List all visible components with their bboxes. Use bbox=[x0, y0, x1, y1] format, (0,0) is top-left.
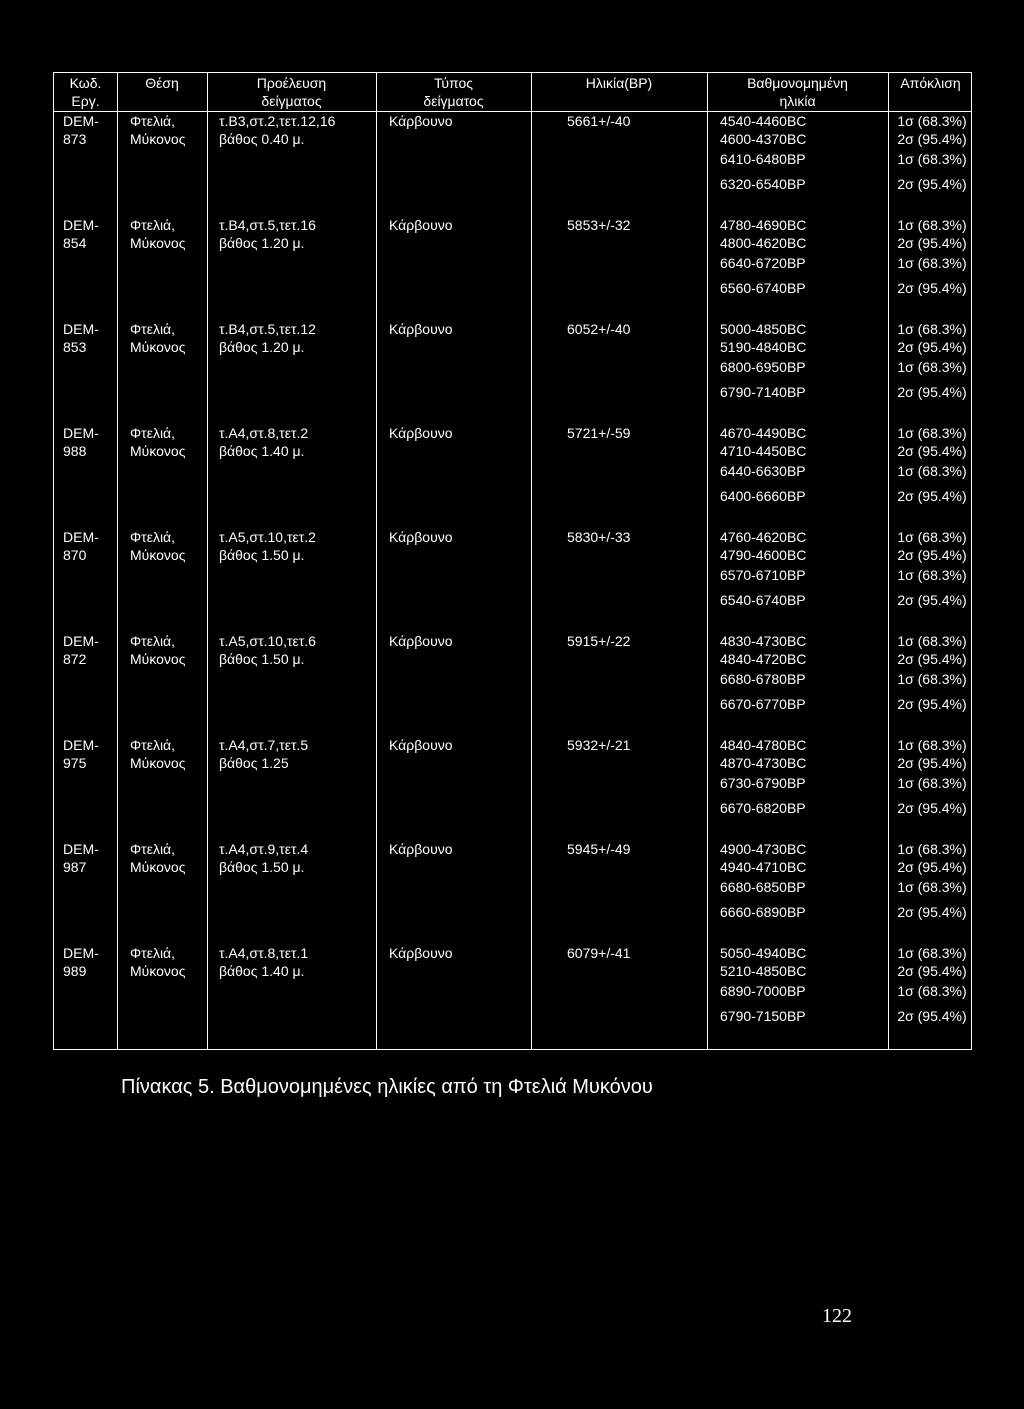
row-age: 5945+/-49 bbox=[567, 841, 631, 857]
row-code: 872 bbox=[63, 651, 87, 667]
row-type: Κάρβουνο bbox=[389, 841, 453, 857]
row-deviation: 2σ (95.4%) bbox=[897, 384, 967, 400]
row-site: Φτελιά, bbox=[130, 633, 176, 649]
row-type: Κάρβουνο bbox=[389, 321, 453, 337]
header-origin: Προέλευση bbox=[256, 75, 327, 91]
page-number: 122 bbox=[822, 1305, 852, 1327]
header-calibrated: ηλικία bbox=[779, 93, 816, 109]
row-origin: βάθος 1.25 bbox=[219, 755, 289, 771]
row-deviation: 1σ (68.3%) bbox=[897, 841, 967, 857]
row-age: 5830+/-33 bbox=[567, 529, 631, 545]
row-deviation: 1σ (68.3%) bbox=[897, 113, 967, 129]
row-type: Κάρβουνο bbox=[389, 113, 453, 129]
row-calibrated-age: 4830-4730BC bbox=[720, 633, 807, 649]
row-origin: τ.A4,στ.8,τετ.1 bbox=[219, 945, 309, 961]
row-deviation: 1σ (68.3%) bbox=[897, 463, 967, 479]
column-divider bbox=[207, 73, 208, 1049]
row-calibrated-age: 6320-6540BP bbox=[720, 176, 806, 192]
row-calibrated-age: 4540-4460BC bbox=[720, 113, 807, 129]
row-origin: τ.A5,στ.10,τετ.6 bbox=[219, 633, 316, 649]
header-code: Κωδ. bbox=[69, 75, 102, 91]
row-origin: τ.B4,στ.5,τετ.12 bbox=[219, 321, 316, 337]
row-deviation: 1σ (68.3%) bbox=[897, 359, 967, 375]
row-deviation: 1σ (68.3%) bbox=[897, 983, 967, 999]
row-site: Φτελιά, bbox=[130, 113, 176, 129]
row-type: Κάρβουνο bbox=[389, 945, 453, 961]
row-origin: βάθος 1.40 μ. bbox=[219, 963, 305, 979]
row-calibrated-age: 4710-4450BC bbox=[720, 443, 807, 459]
row-calibrated-age: 4840-4780BC bbox=[720, 737, 807, 753]
row-site: Μύκονος bbox=[130, 547, 186, 563]
row-deviation: 2σ (95.4%) bbox=[897, 696, 967, 712]
row-origin: τ.B3,στ.2,τετ.12,16 bbox=[219, 113, 336, 129]
row-deviation: 1σ (68.3%) bbox=[897, 671, 967, 687]
row-site: Φτελιά, bbox=[130, 217, 176, 233]
row-calibrated-age: 6680-6850BP bbox=[720, 879, 806, 895]
row-code: 975 bbox=[63, 755, 87, 771]
row-calibrated-age: 6540-6740BP bbox=[720, 592, 806, 608]
row-origin: τ.B4,στ.5,τετ.16 bbox=[219, 217, 316, 233]
row-calibrated-age: 4760-4620BC bbox=[720, 529, 807, 545]
row-deviation: 2σ (95.4%) bbox=[897, 800, 967, 816]
row-site: Φτελιά, bbox=[130, 529, 176, 545]
row-deviation: 1σ (68.3%) bbox=[897, 217, 967, 233]
row-deviation: 2σ (95.4%) bbox=[897, 176, 967, 192]
calibrated-ages-table bbox=[53, 72, 972, 1050]
row-calibrated-age: 6670-6820BP bbox=[720, 800, 806, 816]
row-code: 854 bbox=[63, 235, 87, 251]
column-divider bbox=[707, 73, 708, 1049]
header-type: Τύπος bbox=[434, 75, 473, 91]
row-site: Μύκονος bbox=[130, 339, 186, 355]
row-code: 987 bbox=[63, 859, 87, 875]
row-calibrated-age: 4670-4490BC bbox=[720, 425, 807, 441]
row-calibrated-age: 6790-7140BP bbox=[720, 384, 806, 400]
row-calibrated-age: 5210-4850BC bbox=[720, 963, 807, 979]
row-deviation: 2σ (95.4%) bbox=[897, 1008, 967, 1024]
row-type: Κάρβουνο bbox=[389, 737, 453, 753]
header-site: Θέση bbox=[145, 75, 179, 91]
row-code: DEM- bbox=[63, 113, 99, 129]
row-calibrated-age: 4790-4600BC bbox=[720, 547, 807, 563]
row-deviation: 1σ (68.3%) bbox=[897, 255, 967, 271]
row-calibrated-age: 4600-4370BC bbox=[720, 131, 807, 147]
header-age: Ηλικία(BP) bbox=[585, 75, 653, 91]
row-site: Φτελιά, bbox=[130, 945, 176, 961]
row-code: DEM- bbox=[63, 945, 99, 961]
row-deviation: 1σ (68.3%) bbox=[897, 425, 967, 441]
row-type: Κάρβουνο bbox=[389, 633, 453, 649]
row-age: 5721+/-59 bbox=[567, 425, 631, 441]
row-deviation: 2σ (95.4%) bbox=[897, 131, 967, 147]
header-origin: δείγματος bbox=[261, 93, 322, 109]
row-calibrated-age: 4840-4720BC bbox=[720, 651, 807, 667]
row-age: 5853+/-32 bbox=[567, 217, 631, 233]
row-code: DEM- bbox=[63, 737, 99, 753]
row-site: Μύκονος bbox=[130, 235, 186, 251]
row-code: DEM- bbox=[63, 841, 99, 857]
row-deviation: 2σ (95.4%) bbox=[897, 339, 967, 355]
row-code: 873 bbox=[63, 131, 87, 147]
row-type: Κάρβουνο bbox=[389, 425, 453, 441]
row-site: Μύκονος bbox=[130, 755, 186, 771]
row-site: Μύκονος bbox=[130, 443, 186, 459]
row-site: Φτελιά, bbox=[130, 321, 176, 337]
row-site: Φτελιά, bbox=[130, 737, 176, 753]
row-calibrated-age: 4900-4730BC bbox=[720, 841, 807, 857]
column-divider bbox=[117, 73, 118, 1049]
row-site: Μύκονος bbox=[130, 651, 186, 667]
row-deviation: 2σ (95.4%) bbox=[897, 443, 967, 459]
row-calibrated-age: 6890-7000BP bbox=[720, 983, 806, 999]
row-calibrated-age: 6680-6780BP bbox=[720, 671, 806, 687]
row-code: DEM- bbox=[63, 529, 99, 545]
row-deviation: 1σ (68.3%) bbox=[897, 529, 967, 545]
row-type: Κάρβουνο bbox=[389, 217, 453, 233]
row-calibrated-age: 5050-4940BC bbox=[720, 945, 807, 961]
row-calibrated-age: 4940-4710BC bbox=[720, 859, 807, 875]
row-code: 853 bbox=[63, 339, 87, 355]
row-origin: βάθος 1.50 μ. bbox=[219, 547, 305, 563]
header-code: Εργ. bbox=[71, 93, 100, 109]
row-deviation: 1σ (68.3%) bbox=[897, 879, 967, 895]
row-calibrated-age: 6640-6720BP bbox=[720, 255, 806, 271]
row-calibrated-age: 6800-6950BP bbox=[720, 359, 806, 375]
header-calibrated: Βαθμονομημένη bbox=[747, 75, 848, 91]
row-deviation: 2σ (95.4%) bbox=[897, 235, 967, 251]
row-deviation: 1σ (68.3%) bbox=[897, 151, 967, 167]
row-calibrated-age: 5000-4850BC bbox=[720, 321, 807, 337]
row-calibrated-age: 6730-6790BP bbox=[720, 775, 806, 791]
row-calibrated-age: 5190-4840BC bbox=[720, 339, 807, 355]
row-code: DEM- bbox=[63, 217, 99, 233]
row-deviation: 2σ (95.4%) bbox=[897, 280, 967, 296]
row-calibrated-age: 6660-6890BP bbox=[720, 904, 806, 920]
row-deviation: 1σ (68.3%) bbox=[897, 945, 967, 961]
row-deviation: 2σ (95.4%) bbox=[897, 488, 967, 504]
row-calibrated-age: 6410-6480BP bbox=[720, 151, 806, 167]
row-deviation: 1σ (68.3%) bbox=[897, 633, 967, 649]
row-calibrated-age: 6670-6770BP bbox=[720, 696, 806, 712]
row-origin: βάθος 1.50 μ. bbox=[219, 651, 305, 667]
row-deviation: 2σ (95.4%) bbox=[897, 859, 967, 875]
row-deviation: 2σ (95.4%) bbox=[897, 963, 967, 979]
row-deviation: 2σ (95.4%) bbox=[897, 904, 967, 920]
row-code: 870 bbox=[63, 547, 87, 563]
row-site: Μύκονος bbox=[130, 859, 186, 875]
row-origin: βάθος 0.40 μ. bbox=[219, 131, 305, 147]
row-calibrated-age: 6400-6660BP bbox=[720, 488, 806, 504]
row-origin: βάθος 1.40 μ. bbox=[219, 443, 305, 459]
row-deviation: 2σ (95.4%) bbox=[897, 651, 967, 667]
row-site: Φτελιά, bbox=[130, 841, 176, 857]
row-calibrated-age: 6440-6630BP bbox=[720, 463, 806, 479]
column-divider bbox=[531, 73, 532, 1049]
row-deviation: 1σ (68.3%) bbox=[897, 321, 967, 337]
row-deviation: 1σ (68.3%) bbox=[897, 775, 967, 791]
row-origin: βάθος 1.20 μ. bbox=[219, 235, 305, 251]
header-deviation: Απόκλιση bbox=[900, 75, 961, 91]
row-deviation: 2σ (95.4%) bbox=[897, 592, 967, 608]
row-calibrated-age: 6790-7150BP bbox=[720, 1008, 806, 1024]
row-type: Κάρβουνο bbox=[389, 529, 453, 545]
table-caption: Πίνακας 5. Βαθμονομημένες ηλικίες από τη Φτελιά Μυκόνου bbox=[121, 1076, 653, 1098]
row-deviation: 1σ (68.3%) bbox=[897, 737, 967, 753]
row-age: 5661+/-40 bbox=[567, 113, 631, 129]
header-type: δείγματος bbox=[423, 93, 484, 109]
row-age: 5915+/-22 bbox=[567, 633, 631, 649]
row-code: DEM- bbox=[63, 425, 99, 441]
row-calibrated-age: 4780-4690BC bbox=[720, 217, 807, 233]
row-site: Φτελιά, bbox=[130, 425, 176, 441]
header-divider bbox=[54, 111, 971, 112]
row-deviation: 2σ (95.4%) bbox=[897, 755, 967, 771]
row-calibrated-age: 4870-4730BC bbox=[720, 755, 807, 771]
row-site: Μύκονος bbox=[130, 963, 186, 979]
row-code: DEM- bbox=[63, 633, 99, 649]
row-age: 6052+/-40 bbox=[567, 321, 631, 337]
row-code: DEM- bbox=[63, 321, 99, 337]
row-origin: τ.A4,στ.8,τετ.2 bbox=[219, 425, 309, 441]
row-age: 5932+/-21 bbox=[567, 737, 631, 753]
row-origin: τ.A4,στ.9,τετ.4 bbox=[219, 841, 309, 857]
row-origin: βάθος 1.50 μ. bbox=[219, 859, 305, 875]
row-code: 988 bbox=[63, 443, 87, 459]
row-code: 989 bbox=[63, 963, 87, 979]
row-deviation: 2σ (95.4%) bbox=[897, 547, 967, 563]
column-divider bbox=[376, 73, 377, 1049]
row-deviation: 1σ (68.3%) bbox=[897, 567, 967, 583]
row-calibrated-age: 4800-4620BC bbox=[720, 235, 807, 251]
row-site: Μύκονος bbox=[130, 131, 186, 147]
row-calibrated-age: 6560-6740BP bbox=[720, 280, 806, 296]
row-calibrated-age: 6570-6710BP bbox=[720, 567, 806, 583]
row-origin: τ.A5,στ.10,τετ.2 bbox=[219, 529, 316, 545]
row-origin: βάθος 1.20 μ. bbox=[219, 339, 305, 355]
row-age: 6079+/-41 bbox=[567, 945, 631, 961]
column-divider bbox=[888, 73, 889, 1049]
row-origin: τ.A4,στ.7,τετ.5 bbox=[219, 737, 309, 753]
